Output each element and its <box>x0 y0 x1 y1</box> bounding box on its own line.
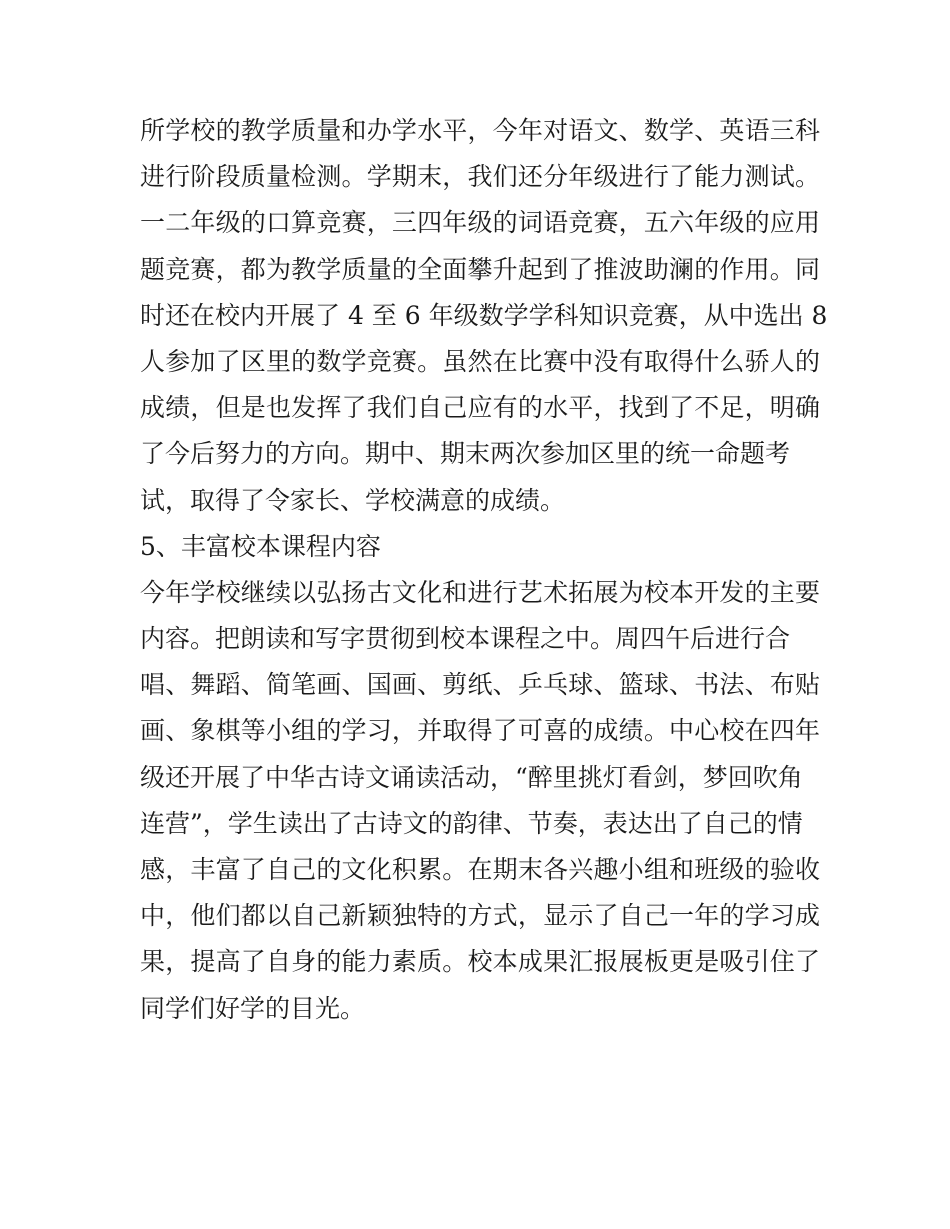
text-line: 一二年级的口算竞赛，三四年级的词语竞赛，五六年级的应用 <box>140 208 820 238</box>
text-line: 内容。把朗读和写字贯彻到校本课程之中。周四午后进行合 <box>140 624 791 654</box>
text-line: 人参加了区里的数学竞赛。虽然在比赛中没有取得什么骄人的 <box>140 346 820 376</box>
text-line: 级还开展了中华古诗文诵读活动，“醉里挑灯看剑，梦回吹角 <box>140 762 803 792</box>
text-line: 唱、舞蹈、简笔画、国画、剪纸、乒乓球、篮球、书法、布贴 <box>140 670 820 700</box>
text-line: 画、象棋等小组的学习，并取得了可喜的成绩。中心校在四年 <box>140 716 820 746</box>
text-line: 了今后努力的方向。期中、期末两次参加区里的统一命题考 <box>140 439 791 469</box>
body-text <box>140 108 828 1032</box>
text-line: 时还在校内开展了 4 至 6 年级数学学科知识竞赛，从中选出 8 <box>140 300 828 330</box>
text-line: 连营”，学生读出了古诗文的韵律、节奏，表达出了自己的情 <box>140 808 803 838</box>
text-line: 感，丰富了自己的文化积累。在期末各兴趣小组和班级的验收 <box>140 855 820 884</box>
text-line: 中，他们都以自己新颖独特的方式，显示了自己一年的学习成 <box>140 901 820 931</box>
text-line: 成绩，但是也发挥了我们自己应有的水平，找到了不足，明确 <box>140 393 820 423</box>
text-line: 所学校的教学质量和办学水平，今年对语文、数学、英语三科 <box>140 116 820 145</box>
text-line: 今年学校继续以弘扬古文化和进行艺术拓展为校本开发的主要 <box>140 577 820 607</box>
text-line: 果，提高了自身的能力素质。校本成果汇报展板更是吸引住了 <box>140 947 820 977</box>
text-line: 题竞赛，都为教学质量的全面攀升起到了推波助澜的作用。同 <box>140 254 820 284</box>
text-line: 试，取得了令家长、学校满意的成绩。 <box>140 485 566 515</box>
section-heading: 5、丰富校本课程内容 <box>140 531 381 561</box>
text-line: 同学们好学的目光。 <box>140 993 366 1023</box>
text-line: 进行阶段质量检测。学期末，我们还分年级进行了能力测试。 <box>140 162 820 192</box>
